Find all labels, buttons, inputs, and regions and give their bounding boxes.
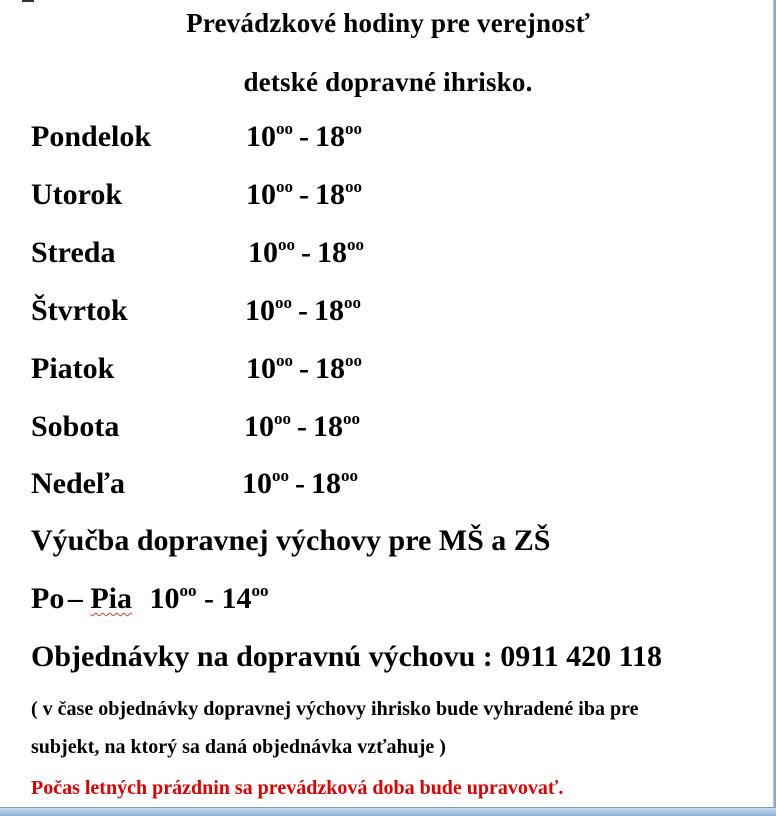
schedule-hours: [246, 352, 362, 386]
schedule-to-sup: oo: [344, 293, 361, 312]
schedule-day: Nedeľa: [31, 467, 126, 500]
schedule-day: Streda: [31, 236, 116, 269]
schedule-to-sup: oo: [345, 177, 362, 196]
schedule-to: 18: [315, 178, 345, 211]
title-line-2: detské dopravné ihrisko.: [243, 67, 533, 97]
schedule-hours: [244, 410, 360, 444]
education-dash: -: [204, 582, 214, 615]
schedule-dash: -: [299, 178, 309, 211]
schedule-to-sup: oo: [345, 119, 362, 138]
schedule-day: Utorok: [31, 178, 123, 211]
schedule-to-sup: oo: [341, 466, 358, 485]
orders-line: [31, 640, 662, 674]
schedule-to: 18: [313, 410, 343, 443]
schedule-hours: [245, 294, 361, 328]
corner-mark: [22, 0, 34, 2]
schedule-day: Štvrtok: [31, 294, 128, 327]
schedule-to: 18: [311, 467, 341, 500]
education-hours: [31, 582, 269, 616]
schedule-hours: [242, 467, 358, 501]
education-from-sup: oo: [179, 581, 197, 600]
orders-label: Objednávky na dopravnú výchovu :: [31, 640, 493, 673]
schedule-from: 10: [246, 352, 276, 385]
orders-phone: 0911 420 118: [500, 640, 662, 673]
education-heading: Výučba dopravnej výchovy pre MŠ a ZŠ: [31, 524, 551, 557]
schedule-from-sup: oo: [274, 409, 291, 428]
schedule-day: Sobota: [31, 410, 120, 443]
schedule-from-sup: oo: [272, 466, 289, 485]
note-line-2: subjekt, na ktorý sa daná objednávka vzťahuje ): [31, 736, 446, 758]
note-line-1: ( v čase objednávky dopravnej výchovy ihrisko bude vyhradené iba pre: [31, 698, 639, 720]
schedule-dash: -: [301, 236, 311, 269]
schedule-to-sup: oo: [345, 351, 362, 370]
title-line-1: Prevádzkové hodiny pre verejnosť: [186, 8, 590, 38]
schedule-from-sup: oo: [278, 235, 295, 254]
schedule-from-sup: oo: [275, 293, 292, 312]
schedule-dash: -: [298, 294, 308, 327]
summer-notice: Počas letných prázdnin sa prevádzková doba bude upravovať.: [31, 777, 564, 799]
schedule-from-sup: oo: [276, 177, 293, 196]
schedule-to: 18: [315, 352, 345, 385]
schedule-hours: [248, 236, 364, 270]
schedule-dash: -: [299, 352, 309, 385]
schedule-day: Piatok: [31, 352, 115, 385]
schedule-from: 10: [246, 120, 276, 153]
schedule-to: 18: [315, 120, 345, 153]
schedule-from-sup: oo: [276, 351, 293, 370]
schedule-to: 18: [314, 294, 344, 327]
schedule-dash: -: [297, 410, 307, 443]
schedule-to-sup: oo: [343, 409, 360, 428]
schedule-hours: [246, 178, 362, 212]
schedule-from: 10: [246, 178, 276, 211]
education-to-sup: oo: [251, 581, 269, 600]
window-frame-bottom: [0, 807, 776, 816]
schedule-from: 10: [245, 294, 275, 327]
education-days-to: Pia: [90, 582, 132, 615]
schedule-hours: [246, 120, 362, 154]
schedule-from: 10: [244, 410, 274, 443]
schedule-from: 10: [242, 467, 272, 500]
education-days-sep: –: [67, 582, 83, 615]
schedule-dash: -: [299, 120, 309, 153]
schedule-from: 10: [248, 236, 278, 269]
schedule-dash: -: [295, 467, 305, 500]
schedule-from-sup: oo: [276, 119, 293, 138]
schedule-to: 18: [317, 236, 347, 269]
education-days-from: Po: [31, 582, 65, 615]
schedule-to-sup: oo: [347, 235, 364, 254]
education-to: 14: [221, 582, 252, 615]
schedule-day: Pondelok: [31, 120, 152, 153]
education-from: 10: [149, 582, 180, 615]
